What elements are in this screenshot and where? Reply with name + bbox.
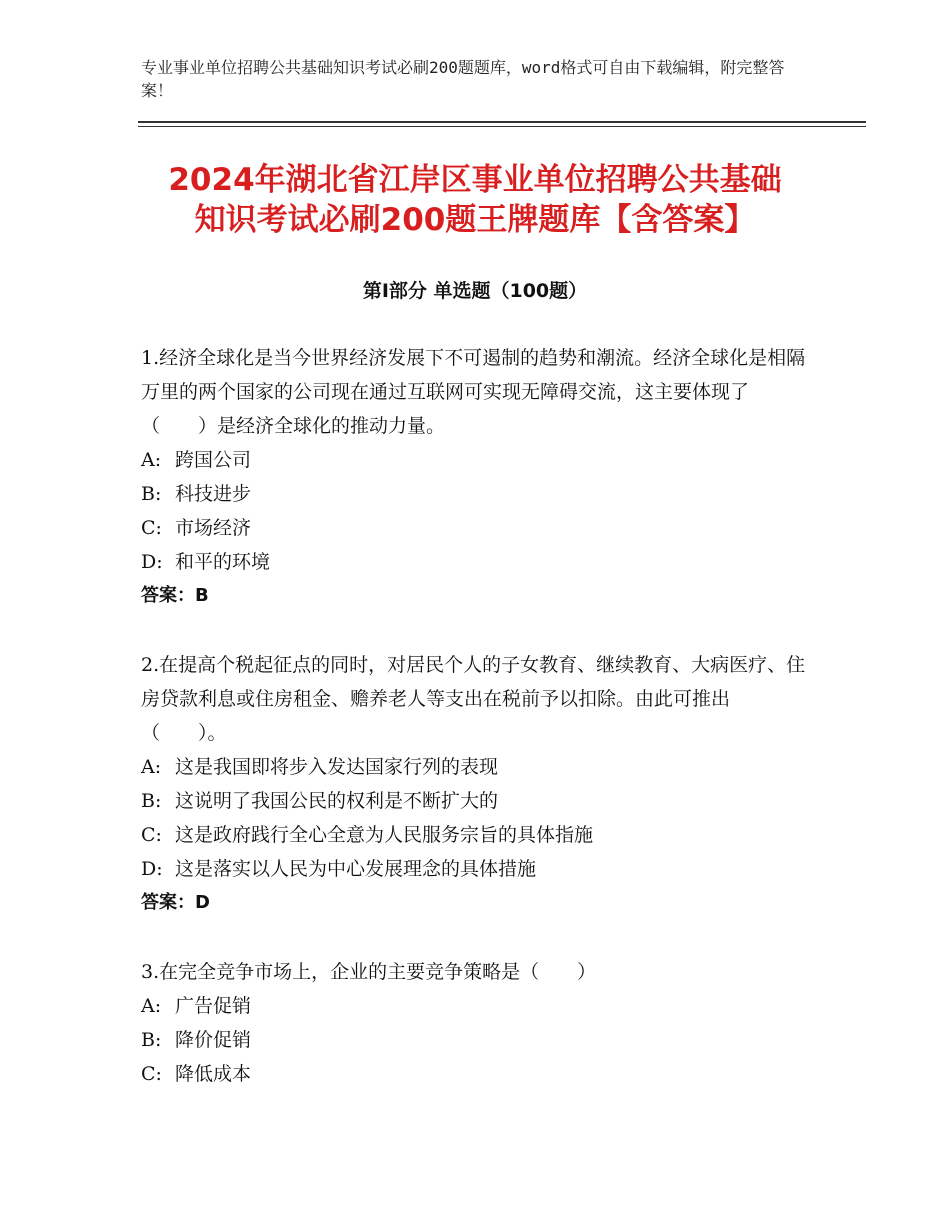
option-text: 科技进步 — [175, 483, 252, 505]
question-stem: 1.经济全球化是当今世界经济发展下不可遏制的趋势和潮流。经济全球化是相隔万里的两个国家的公司现在通过互联网可实现无障碍交流，这主要体现了（ ）是经济全球化的推动力量。 — [141, 347, 806, 437]
option-text: 这是政府践行全心全意为人民服务宗旨的具体指施 — [175, 824, 594, 846]
option-key: D: — [141, 858, 163, 880]
option-b — [141, 1023, 806, 1057]
header-note: 专业事业单位招聘公共基础知识考试必刷200题题库，word格式可自由下载编辑，附完整答案！ — [141, 58, 785, 100]
option-text: 降低成本 — [175, 1063, 252, 1085]
option-c — [141, 1057, 806, 1091]
option-text: 这是我国即将步入发达国家行列的表现 — [175, 756, 499, 778]
question-stem: 3.在完全竞争市场上，企业的主要竞争策略是（ ） — [141, 961, 597, 983]
option-c — [141, 818, 806, 852]
answer-line: 答案：D — [141, 892, 210, 913]
option-b — [141, 784, 806, 818]
question-stem: 2.在提高个税起征点的同时，对居民个人的子女教育、继续教育、大病医疗、住房贷款利息或住房租金、赡养老人等支出在税前予以扣除。由此可推出（ ）。 — [141, 654, 806, 744]
question-2 — [141, 648, 806, 920]
option-text: 广告促销 — [175, 995, 252, 1017]
option-text: 这是落实以人民为中心发展理念的具体措施 — [175, 858, 537, 880]
option-a — [141, 750, 806, 784]
option-key: C: — [141, 1063, 162, 1085]
option-text: 降价促销 — [175, 1029, 252, 1051]
option-text: 和平的环境 — [175, 551, 271, 573]
section-heading: 第Ⅰ部分 单选题（100题） — [362, 280, 588, 302]
option-key: B: — [141, 790, 162, 812]
option-key: C: — [141, 517, 162, 539]
option-d — [141, 852, 806, 886]
option-key: A: — [141, 756, 162, 778]
document-title — [90, 160, 860, 240]
option-key: B: — [141, 483, 162, 505]
header-rule-thin — [138, 126, 866, 127]
option-key: D: — [141, 551, 163, 573]
answer-line: 答案：B — [141, 585, 209, 606]
option-text: 这说明了我国公民的权利是不断扩大的 — [175, 790, 499, 812]
option-b — [141, 477, 806, 511]
title-line-1: 2024年湖北省江岸区事业单位招聘公共基础 — [168, 162, 782, 198]
option-key: A: — [141, 449, 162, 471]
option-text: 市场经济 — [175, 517, 252, 539]
header-rule-thick — [138, 121, 866, 123]
option-key: A: — [141, 995, 162, 1017]
option-c — [141, 511, 806, 545]
question-1 — [141, 341, 806, 613]
option-key: C: — [141, 824, 162, 846]
option-a — [141, 443, 806, 477]
option-a — [141, 989, 806, 1023]
title-line-2: 知识考试必刷200题王牌题库【含答案】 — [194, 202, 756, 238]
option-d — [141, 545, 806, 579]
question-3 — [141, 955, 806, 1091]
option-text: 跨国公司 — [175, 449, 252, 471]
option-key: B: — [141, 1029, 162, 1051]
